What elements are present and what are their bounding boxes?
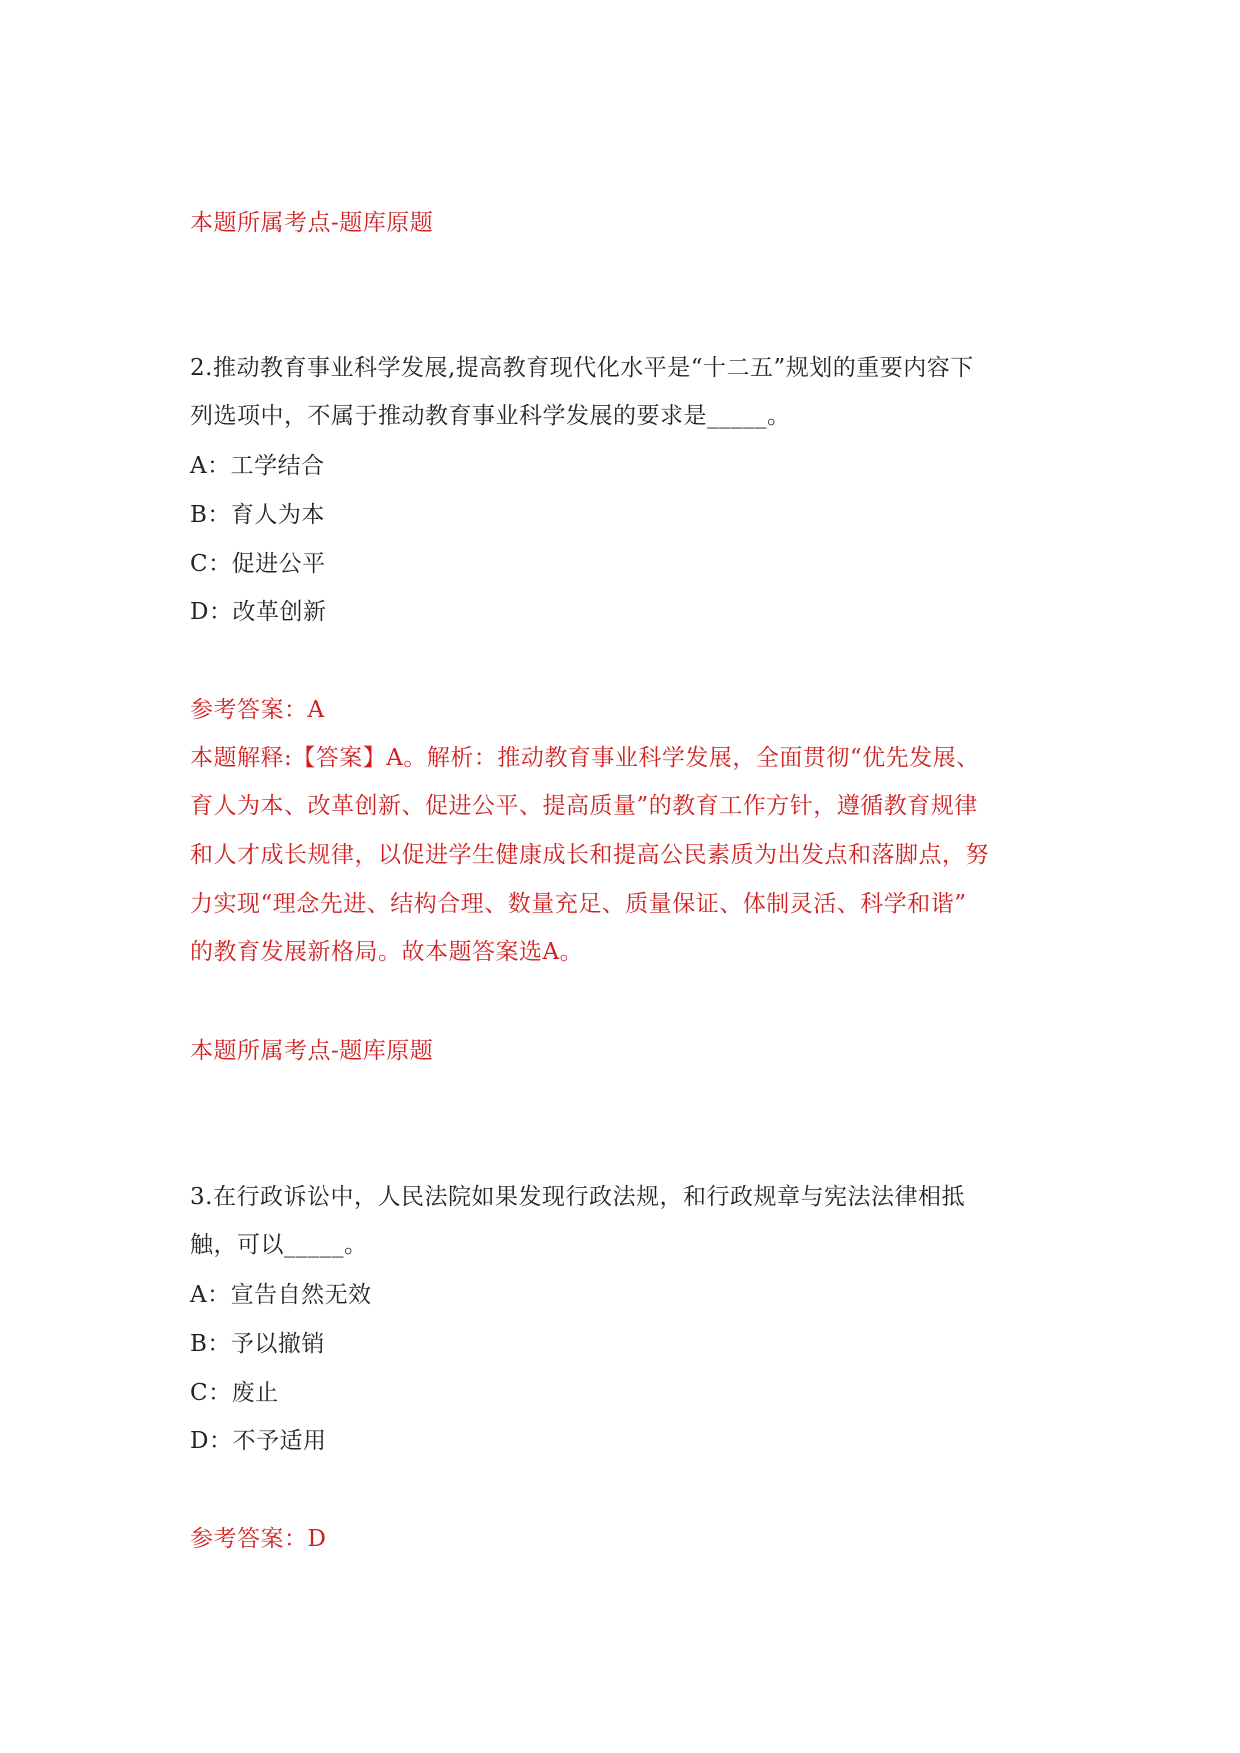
answer-label: 参考答案：A (190, 697, 325, 723)
explanation-line: 本题解释:【答案】A。解析：推动教育事业科学发展，全面贯彻“优先发展、 (190, 745, 980, 771)
question-stem: 列选项中，不属于推动教育事业科学发展的要求是_____。 (190, 403, 791, 429)
explanation-line: 和人才成长规律，以促进学生健康成长和提高公民素质为出发点和落脚点，努 (190, 842, 989, 868)
option-c: C：废止 (190, 1380, 279, 1406)
option-a: A：宣告自然无效 (190, 1282, 372, 1308)
answer-label: 参考答案：D (190, 1526, 327, 1552)
explanation-line: 育人为本、改革创新、促进公平、提高质量”的教育工作方针，遵循教育规律 (190, 793, 978, 819)
source-label: 本题所属考点-题库原题 (190, 210, 434, 236)
option-b: B：育人为本 (190, 502, 325, 528)
question-stem: 3.在行政诉讼中，人民法院如果发现行政法规，和行政规章与宪法法律相抵 (190, 1184, 965, 1210)
option-d: D：不予适用 (190, 1428, 327, 1454)
question-stem: 2.推动教育事业科学发展,提高教育现代化水平是“十二五”规划的重要内容下 (190, 355, 974, 381)
option-c: C：促进公平 (190, 551, 326, 577)
question-stem: 触，可以_____。 (190, 1232, 368, 1258)
explanation-line: 的教育发展新格局。故本题答案选A。 (190, 939, 584, 965)
document-page (190, 0, 1070, 1753)
option-b: B：予以撤销 (190, 1331, 325, 1357)
option-d: D：改革创新 (190, 599, 327, 625)
source-label: 本题所属考点-题库原题 (190, 1038, 434, 1064)
explanation-line: 力实现“理念先进、结构合理、数量充足、质量保证、体制灵活、科学和谐” (190, 891, 967, 917)
option-a: A：工学结合 (190, 453, 325, 479)
